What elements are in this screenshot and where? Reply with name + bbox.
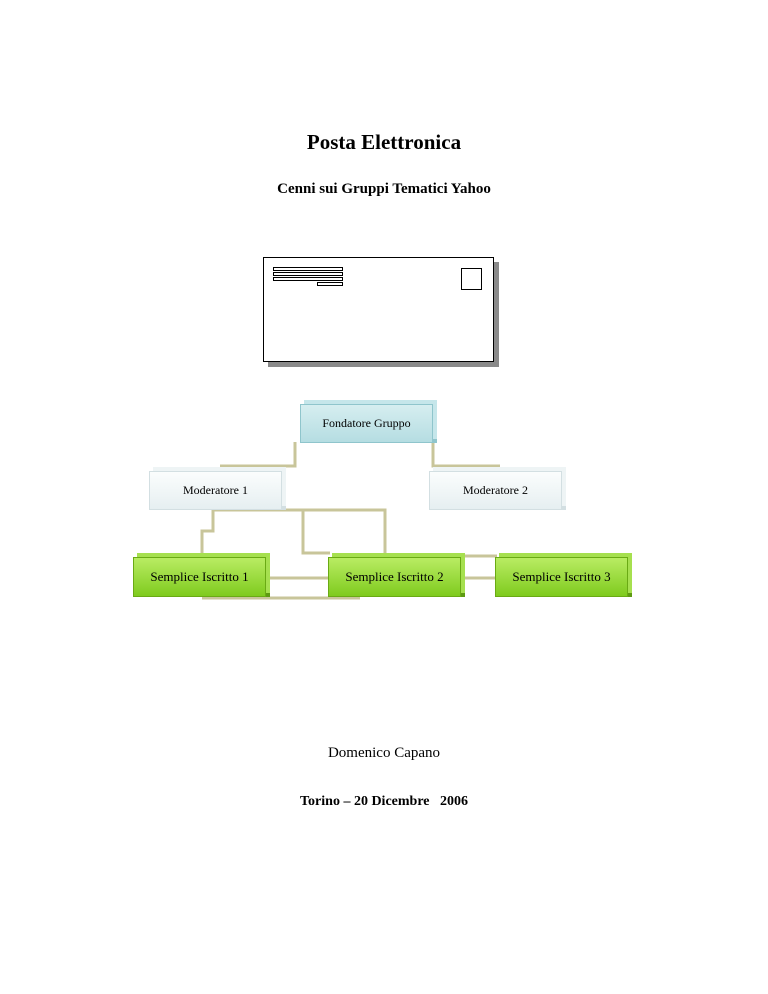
- connector-founder-mod2: [433, 442, 500, 466]
- author-name: Domenico Capano: [327, 745, 441, 761]
- connector-mod1-member2-b: [303, 510, 330, 553]
- connector-mod1-member1: [202, 508, 213, 556]
- page-subtitle: Cenni sui Gruppi Tematici Yahoo: [277, 181, 491, 197]
- connector-mod1-member2: [213, 510, 385, 556]
- org-node-moderator-2: Moderatore 2: [429, 471, 562, 510]
- org-node-member-1: Semplice Iscritto 1: [133, 557, 266, 597]
- org-node-member-3: Semplice Iscritto 3: [495, 557, 628, 597]
- document-date: Torino – 20 Dicembre 2006: [300, 794, 468, 809]
- page-title: Posta Elettronica: [306, 130, 462, 154]
- org-node-moderator-1: Moderatore 1: [149, 471, 282, 510]
- org-node-founder: Fondatore Gruppo: [300, 404, 433, 443]
- org-node-member-2: Semplice Iscritto 2: [328, 557, 461, 597]
- connector-founder-mod1: [220, 442, 295, 466]
